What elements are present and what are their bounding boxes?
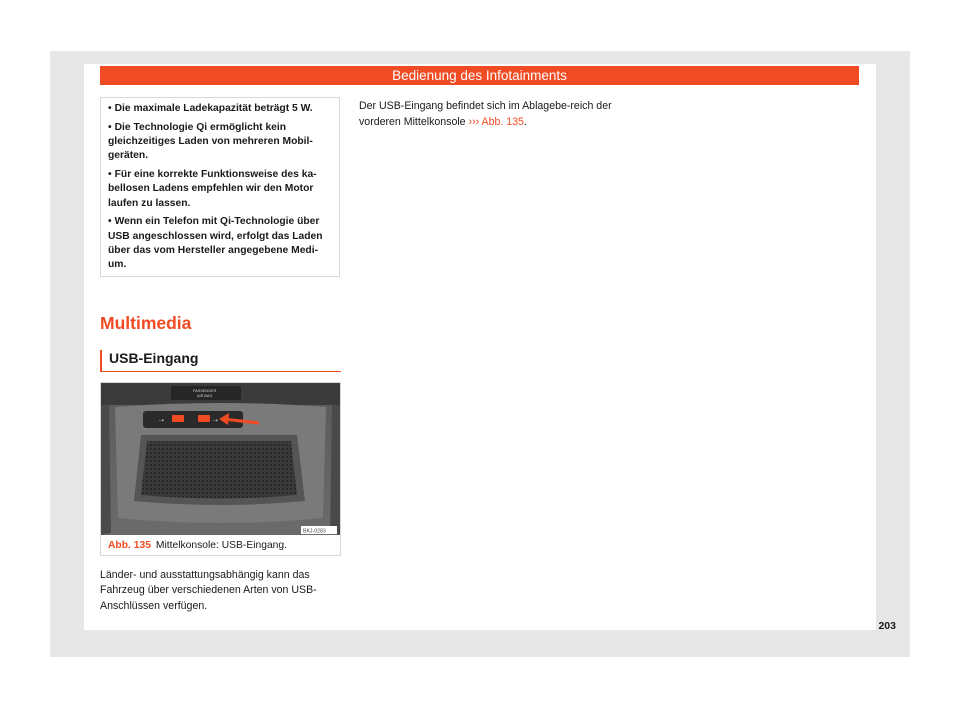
note-item: • Die Technologie Qi ermöglicht kein gleichzeitiges Laden von mehreren Mobil-geräten.	[108, 121, 313, 162]
airbag-label-1: PASSENGER	[193, 389, 217, 393]
figure-code: BKJ-0283	[303, 528, 326, 535]
page-number: 203	[878, 620, 896, 632]
body-text-left: Länder- und ausstattungsabhängig kann das Fahrzeug über verschiedenen Arten von USB-Anschlüssen verfügen.	[100, 569, 317, 612]
figure-caption-text: Mittelkonsole: USB-Eingang.	[155, 540, 287, 551]
figure-label: Abb. 135	[108, 540, 151, 551]
note-box	[100, 97, 340, 277]
note-item: • Für eine korrekte Funktionsweise des ka-bellosen Ladens empfehlen wir den Motor laufen zu lassen.	[108, 169, 317, 209]
usb-port-left	[172, 415, 184, 422]
usb-icon: ⇢	[213, 417, 219, 424]
cross-reference-link[interactable]: ››› Abb. 135	[468, 115, 524, 128]
console-illustration	[101, 383, 340, 535]
body-text-right: Der USB-Eingang befindet sich im Ablagebe-reich der vorderen Mittelkonsole ››› Abb. 135.	[359, 100, 612, 128]
usb-port-right	[198, 415, 210, 422]
subsection-title: USB-Eingang	[109, 350, 199, 366]
figure-usb-input	[100, 382, 341, 556]
subsection-heading	[100, 349, 341, 372]
storage-mat	[141, 441, 297, 499]
figure-caption	[108, 540, 287, 551]
note-item: • Die maximale Ladekapazität beträgt 5 W.	[108, 103, 313, 114]
note-item: • Wenn ein Telefon mit Qi-Technologie über USB angeschlossen wird, erfolgt das Laden über das vom Hersteller angegebene Medi-um.	[108, 216, 323, 271]
usb-icon: ⇢	[159, 417, 165, 424]
section-title: Multimedia	[100, 313, 192, 333]
airbag-label-2: AIR BAG	[197, 394, 213, 398]
page-header: Bedienung des Infotainments	[100, 66, 859, 85]
heading-accent-bar	[100, 350, 102, 371]
